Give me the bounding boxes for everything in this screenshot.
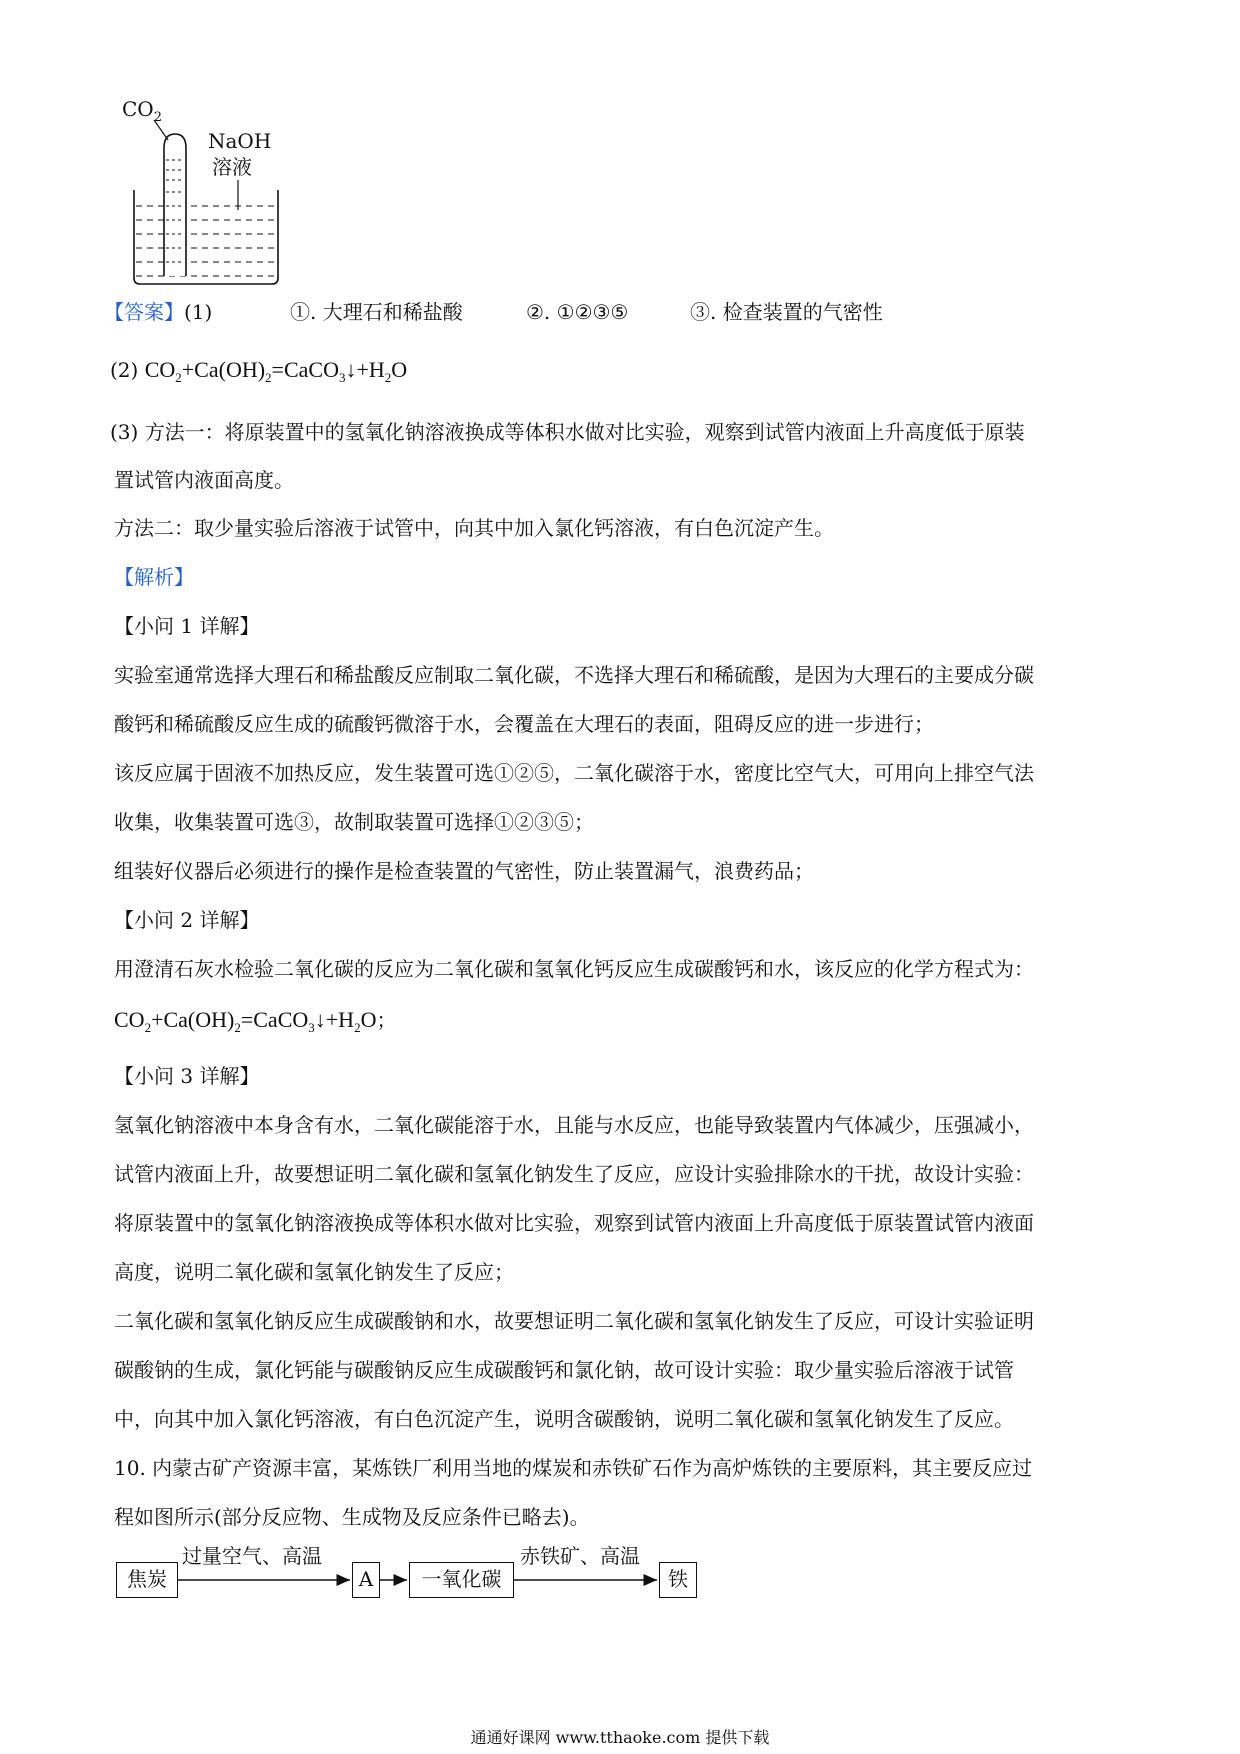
answer-q2-num: (2) <box>110 358 139 382</box>
answer-line-1 <box>104 299 212 325</box>
sub3-line-6: 碳酸钠的生成，氯化钙能与碳酸钠反应生成碳酸钙和氯化钠，故可设计实验：取少量实验后溶液于试管 <box>114 1358 1014 1382</box>
sub3-line-2: 试管内液面上升，故要想证明二氧化碳和氢氧化钠发生了反应，应设计实验排除水的干扰，故设计实验： <box>114 1162 1034 1186</box>
equation-2-line: $CO_2+Ca(OH)_2=CaCO_3↓+H_2O$； <box>114 1007 397 1035</box>
gas-label: $CO_2$ <box>122 97 162 125</box>
analysis-tag: 【解析】 <box>114 565 194 589</box>
flow-box-coke: 焦炭 <box>116 1562 178 1598</box>
sub3-line-1: 氢氧化钠溶液中本身含有水，二氧化碳能溶于水，且能与水反应，也能导致装置内气体减少，压强减小， <box>114 1113 1034 1137</box>
sub3-line-3: 将原装置中的氢氧化钠溶液换成等体积水做对比实验，观察到试管内液面上升高度低于原装置试管内液面 <box>114 1211 1034 1235</box>
answer-q1-b: ②. ①②③⑤ <box>526 300 629 324</box>
sub2-title: 【小问 2 详解】 <box>114 908 260 932</box>
sub1-title: 【小问 1 详解】 <box>114 614 260 638</box>
solution-label-2: 溶液 <box>212 155 252 179</box>
flow-box-iron: 铁 <box>659 1562 697 1598</box>
q10-line-2: 程如图所示(部分反应物、生成物及反应条件已略去)。 <box>114 1505 590 1529</box>
answer-q1-a: ①. 大理石和稀盐酸 <box>290 300 463 324</box>
apparatus-figure <box>120 97 320 290</box>
answer-tag: 【答案】 <box>104 300 184 324</box>
answer-q3-line-3: 方法二：取少量实验后溶液于试管中，向其中加入氯化钙溶液，有白色沉淀产生。 <box>114 516 834 540</box>
sub3-line-7: 中，向其中加入氯化钙溶液，有白色沉淀产生，说明含碳酸钠，说明二氧化碳和氢氧化钠发生了反应。 <box>114 1407 1014 1431</box>
sub3-title: 【小问 3 详解】 <box>114 1064 260 1088</box>
answer-q2 <box>110 357 407 391</box>
equation-2: $CO_2+Ca(OH)_2=CaCO_3↓+H_2O$ <box>114 1007 377 1035</box>
flow-box-a: A <box>352 1562 380 1598</box>
q10-line-1: 10. 内蒙古矿产资源丰富，某炼铁厂利用当地的煤炭和赤铁矿石作为高炉炼铁的主要原料，其主要反应过 <box>114 1456 1033 1480</box>
page-footer: 通通好课网 www.tthaoke.com 提供下载 <box>470 1728 770 1747</box>
equation-1: $CO_2+Ca(OH)_2=CaCO_3↓+H_2O$ <box>144 357 408 385</box>
sub1-line-5: 组装好仪器后必须进行的操作是检查装置的气密性，防止装置漏气，浪费药品； <box>114 859 814 883</box>
sub3-line-5: 二氧化碳和氢氧化钠反应生成碳酸钠和水，故要想证明二氧化碳和氢氧化钠发生了反应，可设计实验证明 <box>114 1309 1034 1333</box>
flow-diagram <box>110 1540 710 1600</box>
sub1-line-3: 该反应属于固液不加热反应，发生装置可选①②⑤，二氧化碳溶于水，密度比空气大，可用向上排空气法 <box>114 761 1034 785</box>
sub1-line-2: 酸钙和稀硫酸反应生成的硫酸钙微溶于水，会覆盖在大理石的表面，阻碍反应的进一步进行； <box>114 712 934 736</box>
sub3-line-4: 高度，说明二氧化碳和氢氧化钠发生了反应； <box>114 1260 514 1284</box>
answer-q3-line-2: 置试管内液面高度。 <box>114 468 294 492</box>
answer-q1-num: (1) <box>184 300 213 324</box>
flow-box-co: 一氧化碳 <box>409 1562 514 1598</box>
flow-label-1: 过量空气、高温 <box>182 1544 322 1568</box>
sub1-line-1: 实验室通常选择大理石和稀盐酸反应制取二氧化碳，不选择大理石和稀硫酸，是因为大理石的主要成分碳 <box>114 663 1034 687</box>
flow-label-2: 赤铁矿、高温 <box>520 1544 640 1568</box>
answer-q3-line-1: (3) 方法一：将原装置中的氢氧化钠溶液换成等体积水做对比实验，观察到试管内液面上升高度低于原装 <box>110 420 1025 444</box>
sub1-line-4: 收集，收集装置可选③，故制取装置可选择①②③⑤； <box>114 810 594 834</box>
solution-label-1: NaOH <box>208 129 272 153</box>
sub2-line: 用澄清石灰水检验二氧化碳的反应为二氧化碳和氢氧化钙反应生成碳酸钙和水，该反应的化学方程式为： <box>114 957 1034 981</box>
answer-q1-c: ③. 检查装置的气密性 <box>690 300 883 324</box>
